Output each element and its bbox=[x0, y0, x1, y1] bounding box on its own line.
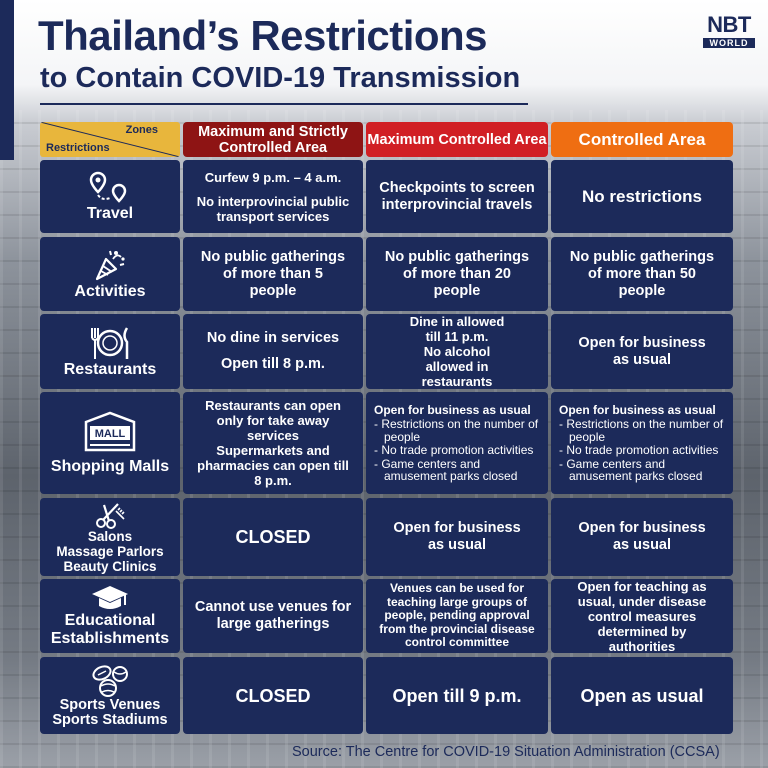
cell-text: CLOSED bbox=[235, 527, 311, 547]
cell-text: Venues can be used for teaching large groups of people, pending approval from the provincial disease control committee bbox=[379, 581, 535, 650]
source-credit: Source: The Centre for COVID-19 Situation Administration (CCSA) bbox=[292, 744, 720, 760]
restaurants-controlled-cell bbox=[551, 314, 733, 389]
row-label-text: Sports Venues bbox=[59, 696, 161, 713]
sports-controlled-cell bbox=[551, 657, 733, 734]
cell-text: Open till 9 p.m. bbox=[392, 685, 522, 706]
list-item: - Restrictions on the number of people bbox=[559, 417, 724, 444]
restaurants-max-strict-cell bbox=[183, 314, 363, 389]
cell-text: No restrictions bbox=[582, 186, 702, 206]
cell-text: Supermarkets and pharmacies can open till 8 p.m. bbox=[197, 443, 349, 488]
cell-text: Checkpoints to screen interprovincial travels bbox=[379, 179, 535, 213]
row-label-text: Shopping Malls bbox=[50, 458, 170, 475]
row-label-shopping-malls bbox=[40, 392, 180, 494]
column-header-max: Maximum Controlled Area bbox=[366, 122, 548, 157]
activities-controlled-cell bbox=[551, 237, 733, 311]
graduation-cap-icon bbox=[90, 584, 130, 612]
restaurants-max-cell bbox=[366, 314, 548, 389]
list-item: - Restrictions on the number of people bbox=[374, 417, 539, 444]
sports-max-cell bbox=[366, 657, 548, 734]
list-item: - No trade promotion activities bbox=[374, 443, 534, 458]
cell-heading: Open for business as usual bbox=[559, 403, 716, 418]
row-label-text: Beauty Clinics bbox=[63, 558, 157, 574]
travel-max-cell bbox=[366, 160, 548, 233]
cell-text: Restaurants can open only for take away services bbox=[205, 398, 341, 443]
row-label-salons bbox=[40, 498, 180, 576]
row-label-text: Educational bbox=[64, 612, 156, 629]
row-label-text: Travel bbox=[86, 204, 134, 222]
cell-text: Curfew 9 p.m. – 4 a.m. bbox=[204, 169, 342, 185]
salons-max-cell bbox=[366, 498, 548, 576]
row-label-sports bbox=[40, 657, 180, 734]
education-max-cell bbox=[366, 579, 548, 653]
sports-max-strict-cell bbox=[183, 657, 363, 734]
row-label-text: Massage Parlors bbox=[56, 543, 164, 559]
cell-heading: Open for business as usual bbox=[374, 403, 531, 418]
title-underline bbox=[40, 103, 528, 105]
list-item: - Game centers and amusement parks closed bbox=[559, 456, 703, 484]
education-controlled-cell bbox=[551, 579, 733, 653]
accent-bar bbox=[0, 0, 14, 160]
row-label-travel bbox=[40, 160, 180, 233]
cell-text: Open for business as usual bbox=[393, 520, 521, 553]
mall-icon-text: MALL bbox=[94, 428, 126, 440]
scissors-comb-icon bbox=[94, 501, 126, 529]
row-label-restaurants bbox=[40, 314, 180, 389]
activities-max-cell bbox=[366, 237, 548, 311]
cell-text: Dine in allowed till 11 p.m. bbox=[409, 314, 505, 344]
row-label-text: Establishments bbox=[50, 630, 170, 647]
travel-controlled-cell bbox=[551, 160, 733, 233]
corner-zones-label: Zones bbox=[125, 124, 158, 136]
cell-text: No interprovincial public transport services bbox=[196, 193, 350, 224]
cell-text: Open for business as usual bbox=[578, 334, 706, 368]
page-title: Thailand’s Restrictions bbox=[38, 12, 488, 59]
cell-text: Open as usual bbox=[580, 685, 704, 706]
cell-text: No alcohol allowed in restaurants bbox=[421, 344, 493, 389]
malls-max-cell bbox=[366, 392, 548, 494]
row-label-text: Activities bbox=[74, 283, 146, 300]
activities-max-strict-cell bbox=[183, 237, 363, 311]
travel-max-strict-cell bbox=[183, 160, 363, 233]
cell-text: No public gatherings of more than 50 people bbox=[569, 248, 715, 299]
nbt-world-logo bbox=[700, 14, 758, 48]
page-subtitle: to Contain COVID-19 Transmission bbox=[40, 62, 521, 94]
row-label-text: Sports Stadiums bbox=[52, 711, 168, 728]
row-label-education bbox=[40, 579, 180, 653]
column-header-controlled: Controlled Area bbox=[551, 122, 733, 157]
malls-controlled-cell bbox=[551, 392, 733, 494]
plate-cutlery-icon bbox=[88, 325, 132, 361]
cell-text: Open for business as usual bbox=[578, 520, 706, 553]
cell-text: Open for teaching as usual, under disease control measures determined by authorities bbox=[577, 578, 707, 654]
list-item: - No trade promotion activities bbox=[559, 443, 719, 458]
party-popper-icon bbox=[92, 247, 128, 283]
corner-restrictions-label: Restrictions bbox=[46, 142, 110, 154]
logo-main-text: NBT bbox=[707, 12, 751, 37]
education-max-strict-cell bbox=[183, 579, 363, 653]
row-label-activities bbox=[40, 237, 180, 311]
sports-balls-icon bbox=[90, 664, 130, 698]
cell-text: Open till 8 p.m. bbox=[221, 356, 325, 372]
cell-text: CLOSED bbox=[235, 685, 311, 706]
cell-text: Cannot use venues for large gatherings bbox=[194, 599, 352, 632]
salons-controlled-cell bbox=[551, 498, 733, 576]
salons-max-strict-cell bbox=[183, 498, 363, 576]
malls-max-strict-cell bbox=[183, 392, 363, 494]
column-header-max-strict: Maximum and Strictly Controlled Area bbox=[183, 122, 363, 157]
cell-text: No public gatherings of more than 5 people bbox=[200, 248, 346, 299]
row-label-text: Salons bbox=[87, 528, 133, 544]
table-corner-cell bbox=[40, 122, 180, 157]
logo-sub-text: WORLD bbox=[703, 38, 755, 48]
cell-text: No dine in services bbox=[206, 330, 340, 346]
mall-icon bbox=[82, 410, 138, 452]
route-pin-icon bbox=[89, 171, 131, 205]
cell-text: No public gatherings of more than 20 people bbox=[384, 248, 530, 299]
row-label-text: Restaurants bbox=[63, 360, 157, 378]
list-item: - Game centers and amusement parks closed bbox=[374, 456, 518, 484]
